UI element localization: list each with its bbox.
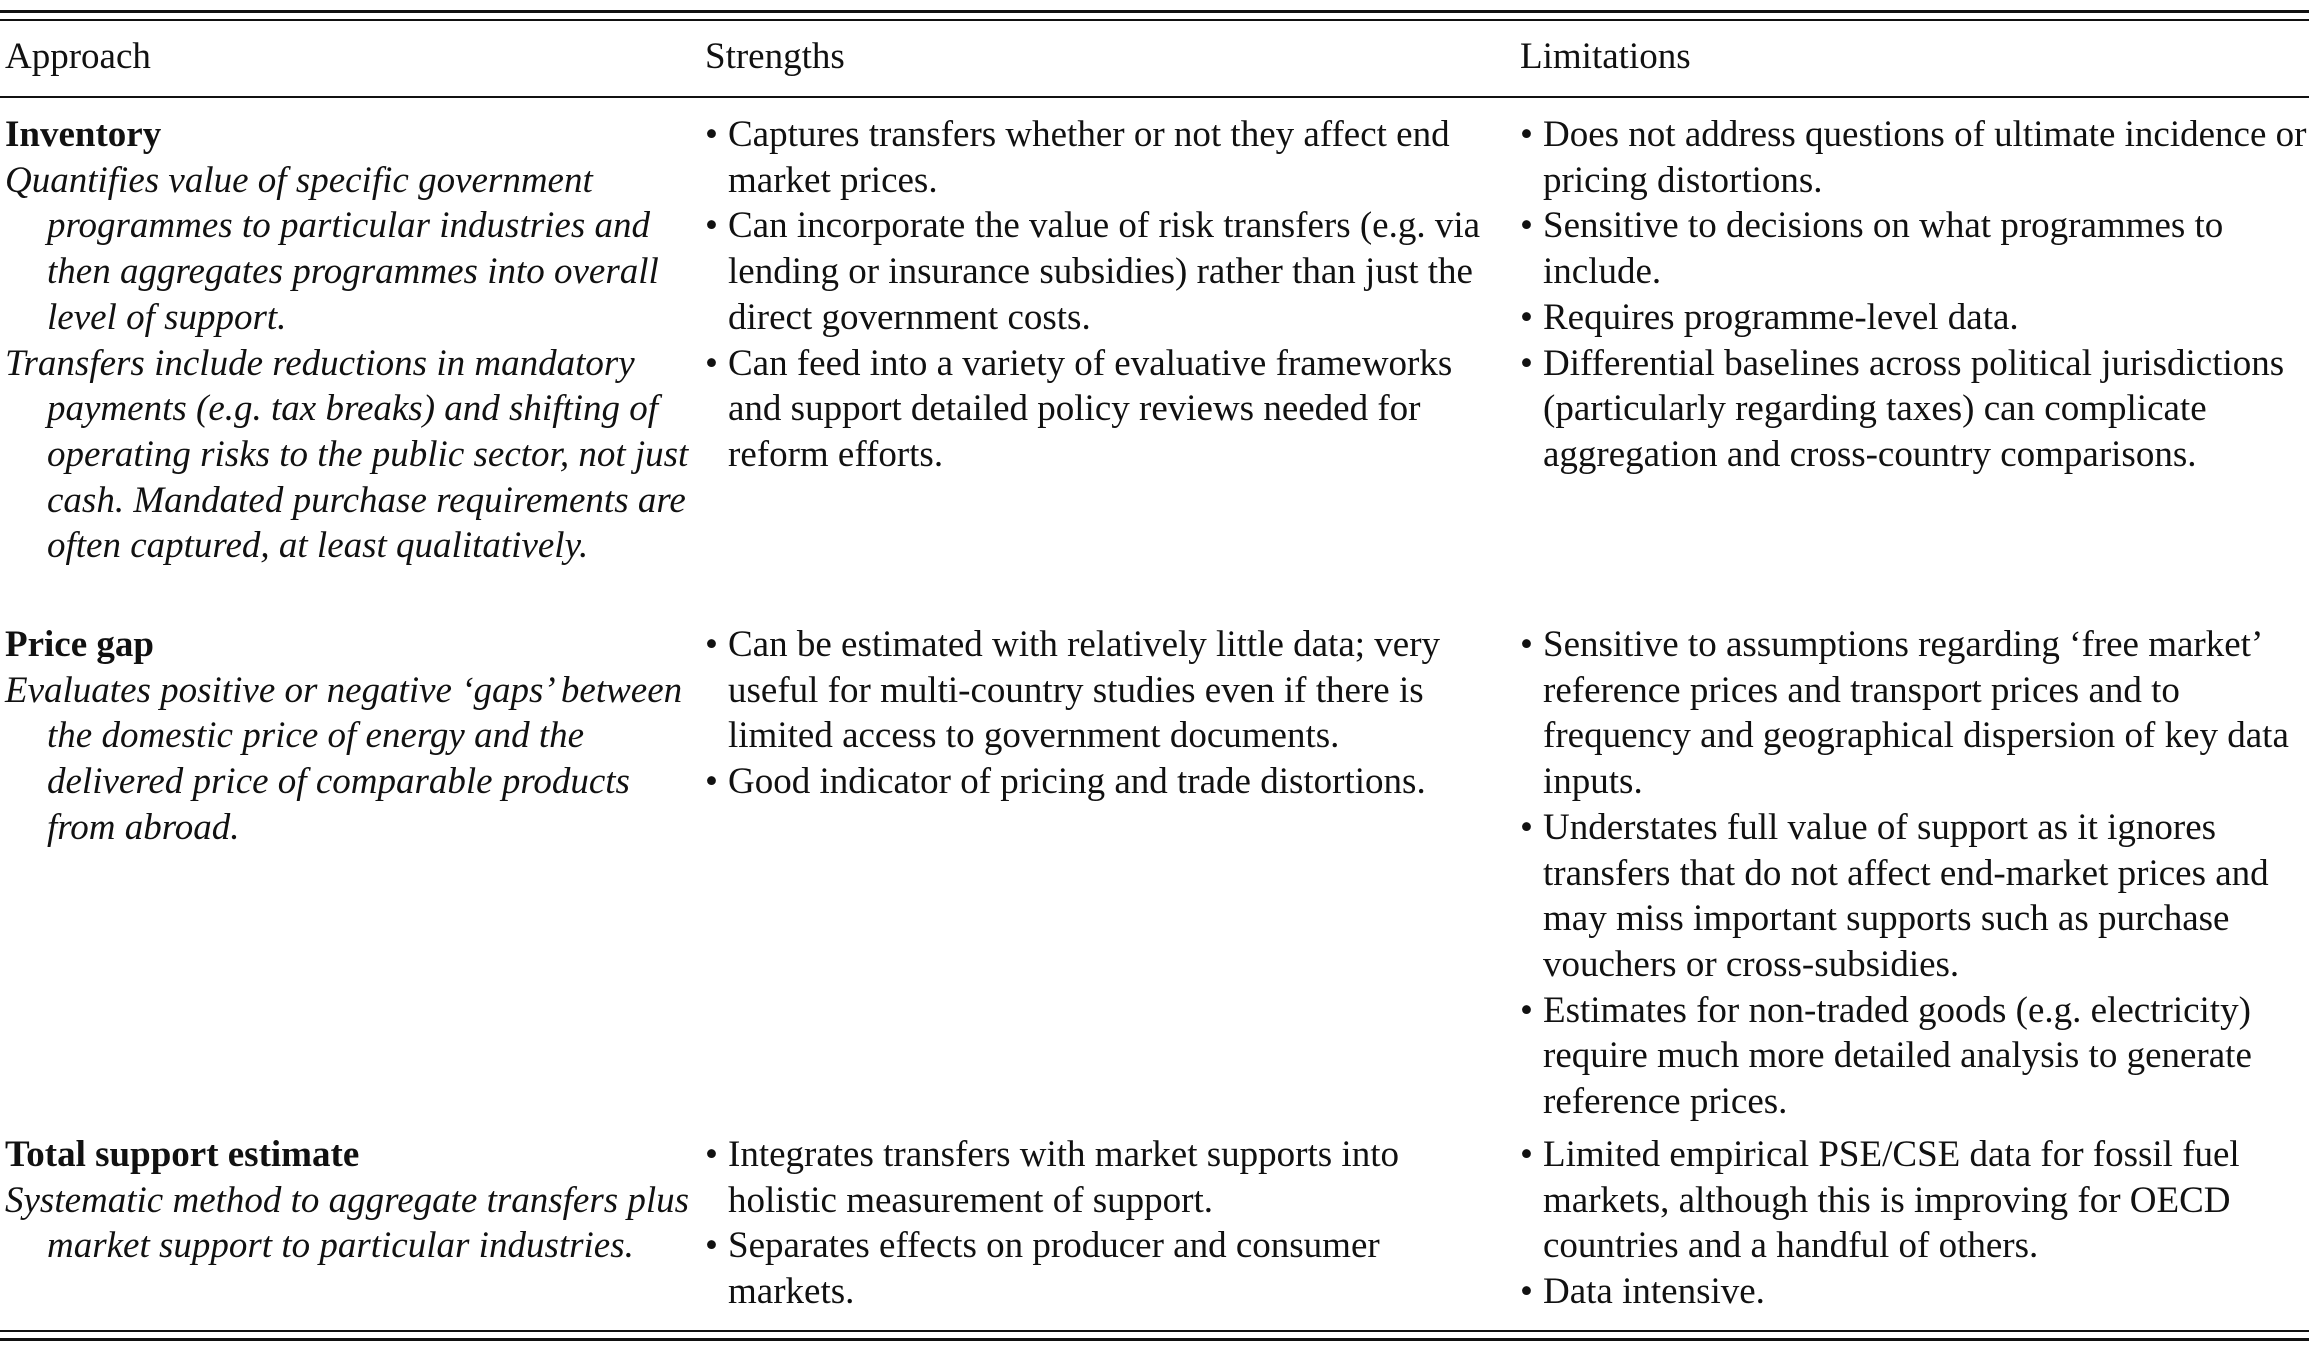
strength-item: [705, 759, 1505, 805]
limitation-text: Sensitive to decisions on what programmes to include.: [1543, 205, 2224, 293]
approach-description: Quantifies value of specific government programmes to particular industries and then aggregates programmes into overall level of support.: [5, 159, 659, 338]
bullet-icon: •: [1520, 114, 1533, 155]
limitation-text: Limited empirical PSE/CSE data for fossil fuel markets, although this is improving for OECD countries and a handful of others.: [1543, 1134, 2240, 1267]
limitations-list: [1520, 622, 2309, 1125]
strength-text: Good indicator of pricing and trade distortions.: [728, 761, 1426, 803]
limitation-text: Estimates for non-traded goods (e.g. electricity) require much more detailed analysis to generate reference prices.: [1543, 989, 2252, 1123]
limitation-item: [1520, 988, 2309, 1125]
approach-description: Evaluates positive or negative ‘gaps’ between the domestic price of energy and the delivered price of comparable products from abroad.: [5, 669, 683, 848]
limitations-cell: [1520, 112, 2309, 478]
bullet-icon: •: [1520, 342, 1533, 384]
bullet-icon: •: [1520, 205, 1533, 247]
approach-cell: [5, 112, 695, 569]
limitation-item: [1520, 112, 2309, 203]
bullet-icon: •: [705, 761, 718, 803]
bullet-icon: •: [705, 114, 718, 155]
approach-name: Total support estimate: [5, 1134, 360, 1175]
strengths-list: [705, 112, 1505, 478]
bullet-icon: •: [705, 205, 718, 247]
bullet-icon: •: [705, 1225, 718, 1267]
strength-item: [705, 112, 1505, 203]
limitation-text: Does not address questions of ultimate incidence or pricing distortions.: [1543, 114, 2307, 201]
bullet-icon: •: [1520, 1271, 1533, 1313]
approach-name: Price gap: [5, 624, 154, 665]
limitation-text: Sensitive to assumptions regarding ‘free market’ reference prices and transport prices and to frequency and geographical dispersion of key data inputs.: [1543, 624, 2289, 803]
limitations-list: [1520, 1132, 2309, 1315]
limitation-text: Understates full value of support as it ignores transfers that do not affect end-market prices and may miss important supports such as purchase vouchers or cross-subsidies.: [1543, 806, 2269, 985]
column-header-strengths: Strengths: [705, 36, 845, 77]
strength-text: Can feed into a variety of evaluative frameworks and support detailed policy reviews needed for reform efforts.: [728, 342, 1453, 475]
strengths-cell: [705, 112, 1505, 478]
strength-text: Separates effects on producer and consumer markets.: [728, 1225, 1380, 1313]
header-rule: [0, 96, 2309, 98]
limitation-item: [1520, 1132, 2309, 1269]
approach-name: Inventory: [5, 114, 162, 155]
bullet-icon: •: [705, 342, 718, 384]
limitation-item: [1520, 622, 2309, 805]
bullet-icon: •: [1520, 989, 1533, 1031]
approach-description: Transfers include reductions in mandatory payments (e.g. tax breaks) and shifting of operating risks to the public sector, not just cash. Mandated purchase requirements are often captured, at least qualitatively.: [5, 342, 689, 567]
limitation-item: [1520, 203, 2309, 294]
strength-item: [705, 341, 1505, 478]
approach-description: Systematic method to aggregate transfers plus market support to particular industries.: [5, 1179, 690, 1267]
strength-text: Can be estimated with relatively little data; very useful for multi-country studies even if there is limited access to government documents.: [728, 624, 1441, 757]
table-top-rule-outer: [0, 10, 2309, 13]
strengths-list: [705, 622, 1505, 805]
bullet-icon: •: [1520, 1134, 1533, 1175]
limitation-item: [1520, 341, 2309, 478]
bullet-icon: •: [1520, 806, 1533, 848]
bullet-icon: •: [705, 1134, 718, 1175]
limitations-cell: [1520, 622, 2309, 1125]
strength-item: [705, 1132, 1505, 1223]
strength-text: Integrates transfers with market supports into holistic measurement of support.: [728, 1134, 1399, 1221]
strengths-cell: [705, 1132, 1505, 1315]
bullet-icon: •: [1520, 624, 1533, 665]
strength-item: [705, 203, 1505, 340]
approach-cell: [5, 1132, 695, 1269]
approach-cell: [5, 622, 695, 851]
table-bottom-rule-inner: [0, 1330, 2309, 1332]
strengths-cell: [705, 622, 1505, 805]
strengths-list: [705, 1132, 1505, 1315]
limitation-item: [1520, 805, 2309, 988]
bullet-icon: •: [705, 624, 718, 665]
limitation-text: Requires programme-level data.: [1543, 296, 2019, 338]
limitations-list: [1520, 112, 2309, 478]
limitation-text: Data intensive.: [1543, 1271, 1765, 1313]
strength-item: [705, 622, 1505, 759]
column-header-limitations: Limitations: [1520, 36, 1691, 77]
table-top-rule-inner: [0, 19, 2309, 21]
bullet-icon: •: [1520, 296, 1533, 338]
limitation-text: Differential baselines across political jurisdictions (particularly regarding taxes) can complicate aggregation and cross-country comparisons.: [1543, 342, 2285, 475]
column-header-approach: Approach: [5, 36, 151, 77]
limitations-cell: [1520, 1132, 2309, 1315]
strength-item: [705, 1223, 1505, 1314]
limitation-item: [1520, 295, 2309, 341]
table-bottom-rule-outer: [0, 1338, 2309, 1341]
limitation-item: [1520, 1269, 2309, 1315]
strength-text: Captures transfers whether or not they affect end market prices.: [728, 114, 1450, 201]
strength-text: Can incorporate the value of risk transfers (e.g. via lending or insurance subsidies) rather than just the direct government costs.: [728, 205, 1481, 338]
